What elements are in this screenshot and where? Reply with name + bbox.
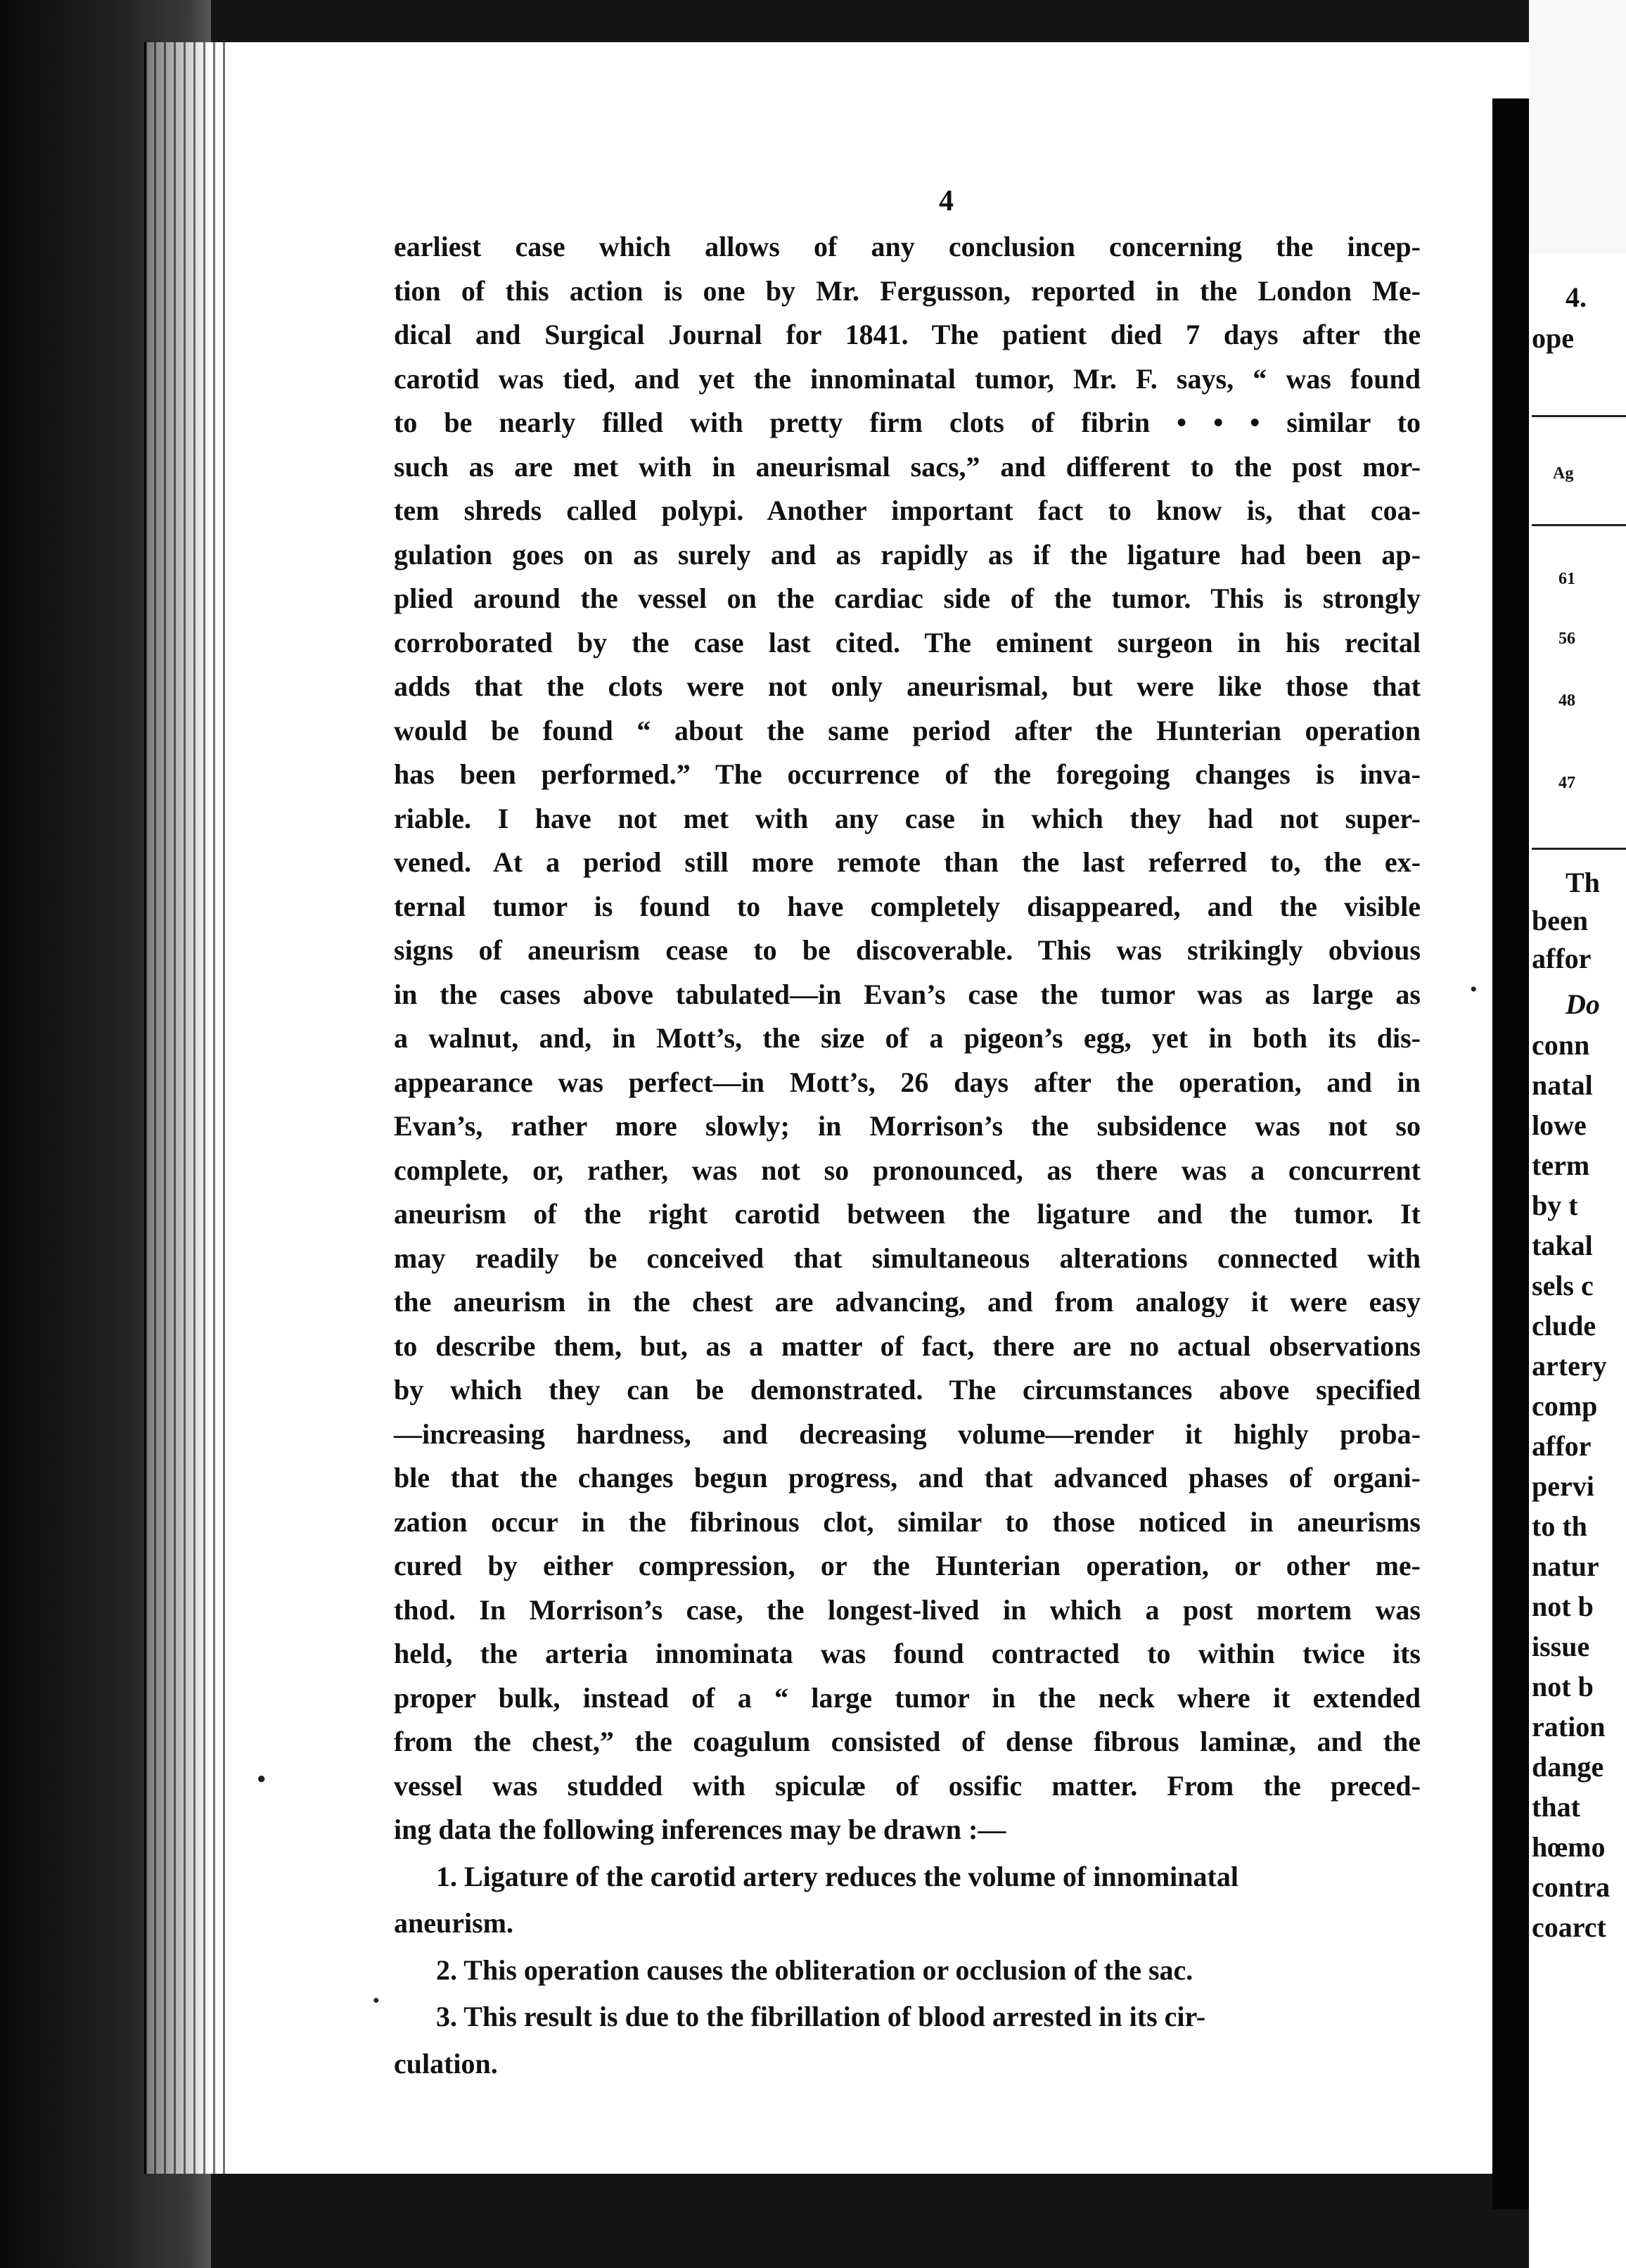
body-line: corroborated by the case last cited. The eminent surgeon in his recital [394,626,1421,658]
right-fragment: affor [1532,943,1592,974]
body-line: ternal tumor is found to have completely disappeared, and the visible [394,890,1421,922]
inference-3-continued: culation. [394,2047,498,2079]
body-line: thod. In Morrison’s case, the longest-lived in which a post mortem was [394,1593,1421,1626]
inference-3: 3. This result is due to the fibrillation of blood arrested in its cir- [436,2001,1206,2032]
right-fragment: by t [1532,1190,1578,1221]
inference-2: 2. This operation causes the obliteration or occlusion of the sac. [436,1954,1193,1986]
right-fragment: to th [1532,1510,1587,1542]
inference-1-continued: aneurism. [394,1907,513,1939]
right-fragment: natur [1532,1550,1599,1582]
body-line: ing data the following inferences may be drawn :— [394,1814,1006,1845]
body-line: in the cases above tabulated—in Evan’s case the tumor was as large as [394,978,1421,1010]
body-line: proper bulk, instead of a “ large tumor in the neck where it extended [394,1681,1421,1714]
right-page-fragments [1532,0,1626,2268]
right-fragment: Do [1566,988,1600,1020]
table-rule-top [1532,415,1626,417]
table-rule-bottom [1532,848,1626,850]
right-fragment: been [1532,905,1588,936]
body-line: gulation goes on as surely and as rapidly as if the ligature had been ap- [394,538,1421,571]
ink-spot: ● [373,1994,380,2006]
body-line: by which they can be demonstrated. The circumstances above specified [394,1374,1421,1406]
body-line: appearance was perfect—in Mott’s, 26 days after the operation, and in [394,1066,1421,1098]
right-fragment: natal [1532,1069,1593,1101]
body-line: to describe them, but, as a matter of fact, there are no actual observations [394,1330,1421,1362]
body-line: earliest case which allows of any conclusion concerning the incep- [394,231,1421,262]
body-line: —increasing hardness, and decreasing volume—render it highly proba- [394,1418,1421,1450]
body-line: from the chest,” the coagulum consisted of dense fibrous laminæ, and the [394,1726,1421,1757]
body-line: aneurism of the right carotid between the ligature and the tumor. It [394,1198,1421,1230]
right-fragment: Th [1566,867,1600,898]
body-line: would be found “ about the same period after the Hunterian operation [394,714,1421,746]
table-value: 47 [1558,774,1575,792]
right-fragment: coarct [1532,1911,1606,1943]
right-fragment: pervi [1532,1470,1594,1502]
right-fragment: hœmo [1532,1831,1606,1863]
body-line: may readily be conceived that simultaneous alterations connected with [394,1242,1421,1274]
body-line: held, the arteria innominata was found contracted to within twice its [394,1638,1421,1669]
table-header-fragment: Ag [1553,464,1574,483]
body-line: plied around the vessel on the cardiac side of the tumor. This is strongly [394,582,1421,614]
right-fragment-top: 4. [1566,281,1587,313]
right-fragment: that [1532,1791,1580,1823]
right-fragment: clude [1532,1310,1596,1342]
body-line: tem shreds called polypi. Another important fact to know is, that coa- [394,495,1421,526]
page-shadow [144,42,211,2174]
right-fragment: sels c [1532,1270,1594,1301]
body-line: Evan’s, rather more slowly; in Morrison’s the subsidence was not so [394,1110,1421,1142]
table-value: 48 [1558,692,1575,710]
right-fragment: lowe [1532,1109,1587,1141]
body-line: riable. I have not met with any case in which they had not super- [394,802,1421,834]
right-fragment: artery [1532,1350,1607,1382]
right-fragment: takal [1532,1230,1593,1261]
right-fragment-top: ope [1532,322,1574,354]
body-line: vened. At a period still more remote than the last referred to, the ex- [394,846,1421,878]
body-line: cured by either compression, or the Hunterian operation, or other me- [394,1550,1421,1581]
right-fragment: contra [1532,1871,1611,1903]
body-line: adds that the clots were not only aneurismal, but were like those that [394,670,1421,702]
body-text [394,225,1421,2086]
body-line: has been performed.” The occurrence of the foregoing changes is inva- [394,758,1421,790]
body-line: zation occur in the fibrinous clot, similar to those noticed in aneurisms [394,1505,1421,1538]
body-line: to be nearly filled with pretty firm clots of fibrin • • • similar to [394,407,1421,438]
ink-spot: ● [257,1769,267,1787]
inference-1: 1. Ligature of the carotid artery reduces the volume of innominatal [436,1860,1238,1892]
right-fragment: affor [1532,1430,1592,1462]
table-rule-header [1532,524,1626,526]
body-line: complete, or, rather, was not so pronounced, as there was a concurrent [394,1154,1421,1186]
right-fragment: dange [1532,1751,1604,1783]
body-line: carotid was tied, and yet the innominatal tumor, Mr. F. says, “ was found [394,362,1421,395]
body-line: tion of this action is one by Mr. Fergusson, reported in the London Me- [394,274,1421,307]
page-number: 4 [939,185,954,217]
right-fragment: comp [1532,1390,1598,1422]
right-fragment: not b [1532,1591,1594,1622]
right-fragment: issue [1532,1631,1590,1662]
body-line: such as are met with in aneurismal sacs,” and different to the post mor- [394,450,1421,483]
body-line: a walnut, and, in Mott’s, the size of a pigeon’s egg, yet in both its dis- [394,1022,1421,1054]
ink-dot: • [1470,978,1478,1001]
body-line: signs of aneurism cease to be discoverable. This was strikingly obvious [394,934,1421,966]
book-gutter [1492,98,1529,2209]
right-fragment: not b [1532,1671,1594,1702]
body-line: ble that the changes begun progress, and that advanced phases of organi- [394,1462,1421,1493]
right-fragment: conn [1532,1029,1590,1061]
body-line: dical and Surgical Journal for 1841. The patient died 7 days after the [394,319,1421,350]
body-line: vessel was studded with spiculæ of ossific matter. From the preced- [394,1769,1421,1802]
right-fragment: ration [1532,1711,1606,1743]
body-line: the aneurism in the chest are advancing, and from analogy it were easy [394,1286,1421,1318]
table-value: 56 [1558,630,1575,648]
right-fragment: term [1532,1149,1590,1181]
table-value: 61 [1558,570,1575,588]
